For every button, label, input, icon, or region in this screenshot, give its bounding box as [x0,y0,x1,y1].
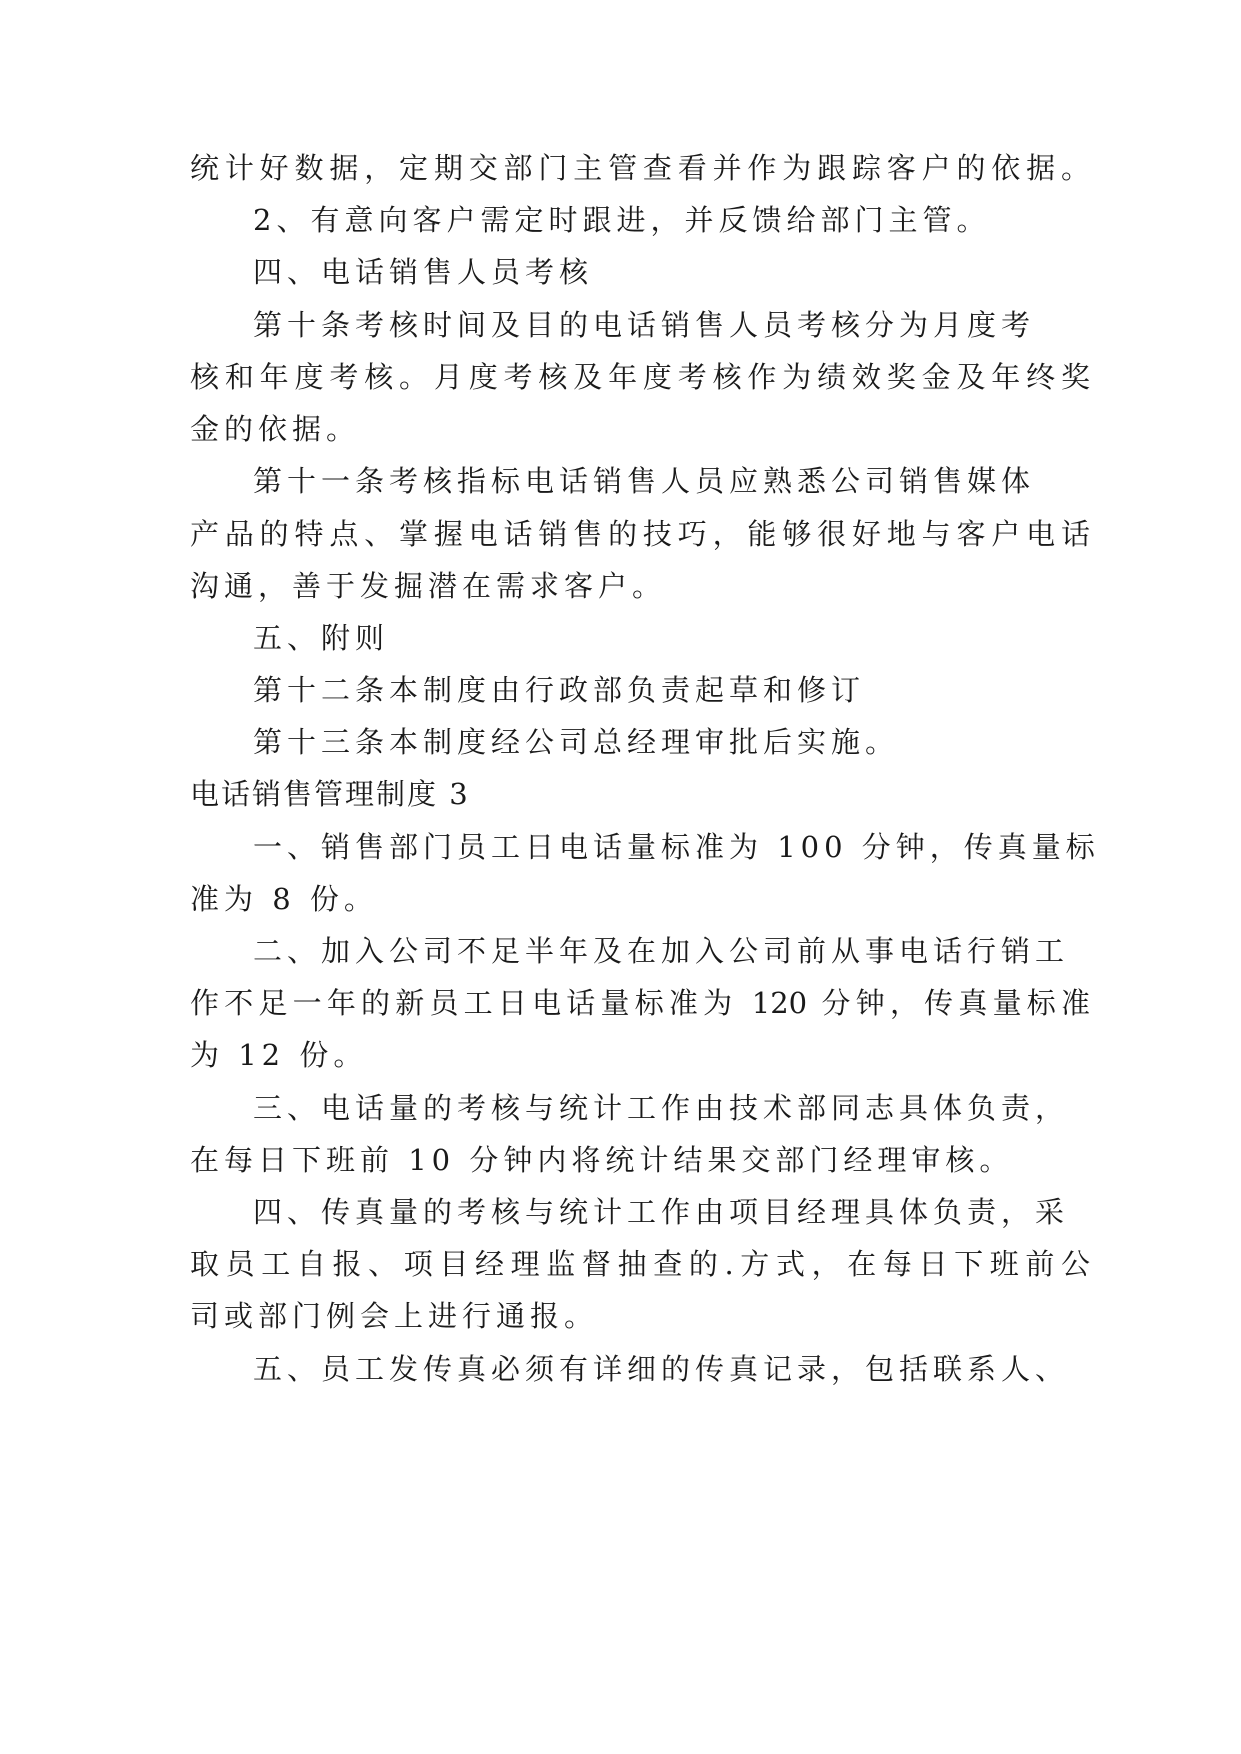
text-line: 金的依据。 [190,412,361,446]
text-line: 第十三条本制度经公司总经理审批后实施。 [253,725,900,759]
text-line: 五、员工发传真必须有详细的传真记录，包括联系人、 [253,1352,1070,1386]
section-heading: 五、附则 [253,621,390,655]
text-line: 核和年度考核。月度考核及年度考核作为绩效奖金及年终奖 [190,360,1090,394]
text-line: 为 12 份。 [190,1038,368,1072]
text-line: 一、销售部门员工日电话量标准为 100 分钟，传真量标 [253,830,1100,864]
text-line: 沟通，善于发掘潜在需求客户。 [190,569,667,603]
text-line: 准为 8 份。 [190,882,378,916]
section-heading: 四、电话销售人员考核 [253,255,594,289]
text-line: 统计好数据，定期交部门主管查看并作为跟踪客户的依据。 [190,151,1090,185]
text-line: 第十条考核时间及目的电话销售人员考核分为月度考 [253,308,1036,342]
text-line: 二、加入公司不足半年及在加入公司前从事电话行销工 [253,934,1070,968]
text-line: 四、传真量的考核与统计工作由项目经理具体负责，采 [253,1195,1070,1229]
text-line: 三、电话量的考核与统计工作由技术部同志具体负责， [253,1091,1070,1125]
text-line: 在每日下班前 10 分钟内将统计结果交部门经理审核。 [190,1143,1014,1177]
text-line: 第十一条考核指标电话销售人员应熟悉公司销售媒体 [253,464,1036,498]
text-line: 2、有意向客户需定时跟进，并反馈给部门主管。 [253,203,991,237]
text-line: 第十二条本制度由行政部负责起草和修订 [253,673,866,707]
document-title: 电话销售管理制度 3 [190,777,470,811]
text-line: 产品的特点、掌握电话销售的技巧，能够很好地与客户电话 [190,517,1090,551]
text-line: 司或部门例会上进行通报。 [190,1299,599,1333]
text-line: 作不足一年的新员工日电话量标准为 120 分钟，传真量标准 [190,986,1090,1020]
text-line: 取员工自报、项目经理监督抽查的.方式，在每日下班前公 [190,1247,1090,1281]
